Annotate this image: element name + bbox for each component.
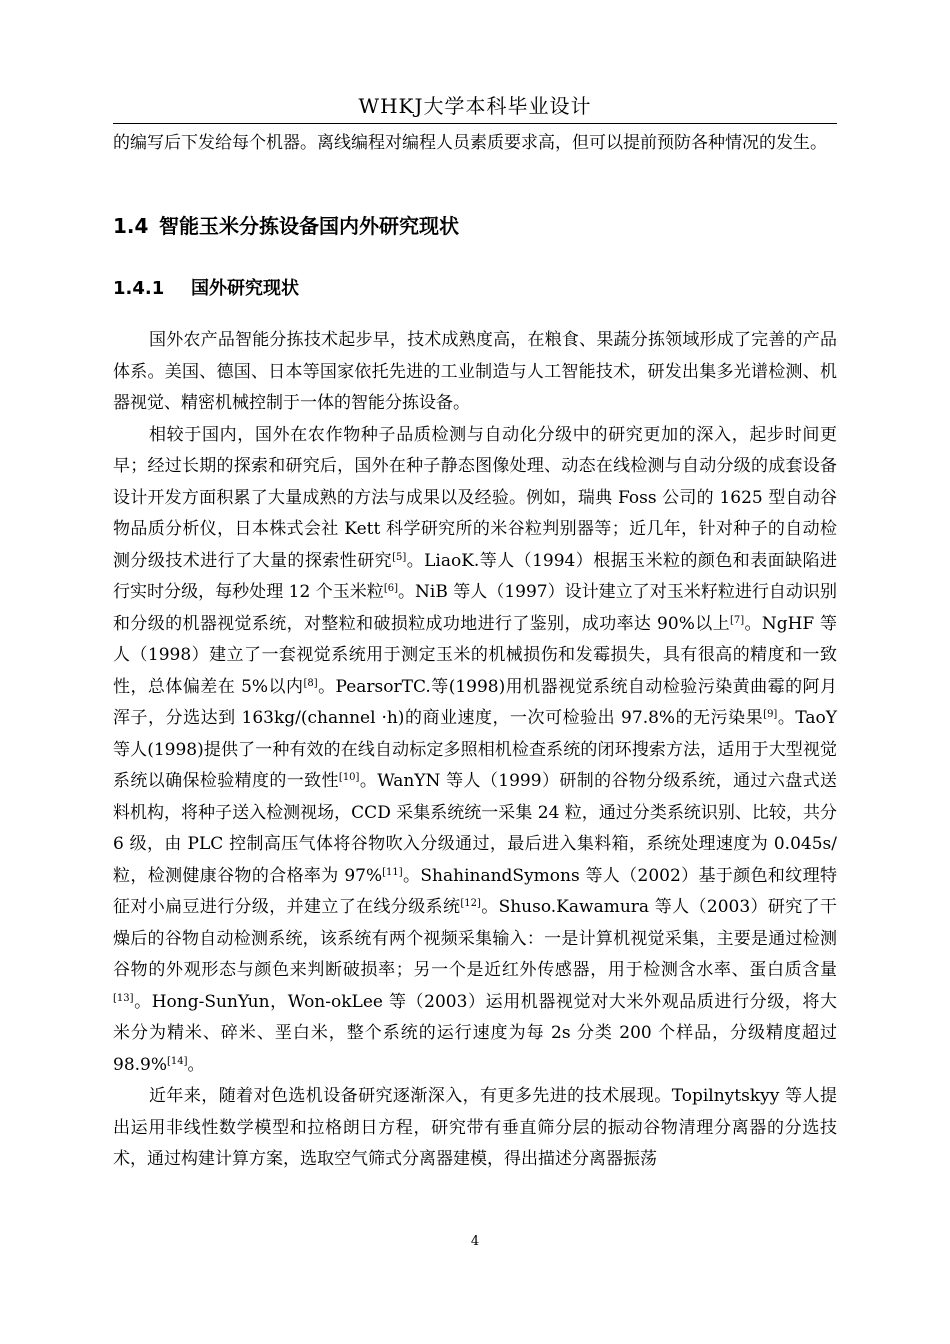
citation-ref: [14]: [167, 1055, 188, 1067]
p2-text-4: 。NgHF 等人（1998）建立了一套视觉系统用于测定玉米的机械损伤和发霉损失，具有很高的精度和一致性，总体偏差在 5%以内: [113, 613, 837, 697]
p2-text-9: 。Shuso.Kawamura 等人（2003）研究了干燥后的谷物自动检测系统，该系统有两个视频采集输入：一是计算机视觉采集，主要是通过检测谷物的外观形态与颜色来判断破损率；另一个是近红外传感器，用于检测含水率、蛋白质含量: [113, 897, 837, 980]
p2-text-6: 。TaoY 等人(1998)提供了一种有效的在线自动标定多照相机检查系统的闭环搜索方法，适用于大型视觉系统以确保检验精度的一致性: [113, 708, 837, 791]
paragraph-2: [113, 420, 837, 1082]
citation-ref: [10]: [338, 772, 360, 783]
body-paragraphs: [113, 325, 837, 1176]
citation-ref: [6]: [383, 583, 398, 594]
p2-text-8: 。ShahinandSymons 等人（2002）基于颜色和纹理特征对小扁豆进行分级，并建立了在线分级系统: [113, 865, 837, 917]
p2-text-3: 。NiB 等人（1997）设计建立了对玉米籽粒进行自动识别和分级的机器视觉系统，对整粒和破损粒成功地进行了鉴别，成功率达 90%以上: [113, 582, 837, 634]
subsection-number: 1.4.1: [113, 278, 165, 299]
section-number: 1.4: [113, 214, 149, 238]
section-title: 智能玉米分拣设备国内外研究现状: [159, 214, 459, 238]
citation-ref: [12]: [460, 898, 481, 909]
paragraph-1: 国外农产品智能分拣技术起步早，技术成熟度高，在粮食、果蔬分拣领域形成了完善的产品体系。美国、德国、日本等国家依托先进的工业制造与人工智能技术，研发出集多光谱检测、机器视觉、精密机械控制于一体的智能分拣设备。: [113, 330, 837, 413]
p2-text-10: 。Hong-SunYun，Won-okLee 等（2003）运用机器视觉对大米外观品质进行分级，将大米分为精米、碎米、垩白米，整个系统的运行速度为每 2s 分类 200 个样品，分级精度超过 98.9%: [113, 991, 837, 1075]
citation-ref: [8]: [303, 677, 318, 689]
page-header: WHKJ大学本科毕业设计: [358, 94, 592, 118]
subsection-title: 国外研究现状: [191, 278, 299, 299]
citation-ref: [5]: [392, 551, 407, 563]
header-rule: [113, 123, 837, 124]
citation-ref: [7]: [729, 614, 745, 626]
page-number: 4: [470, 1234, 480, 1249]
citation-ref: [9]: [763, 709, 778, 720]
p2-text-7: 。WanYN 等人（1999）研制的谷物分级系统，通过六盘式送料机构，将种子送入检测视场，CCD 采集系统统一采集 24 粒，通过分类系统识别、比较，共分 6 级，由 PLC 控制高压气体将谷物吹入分级通过，最后进入集料箱，系统处理速度为 0.045s/粒，检测健康谷物的合格率为 97%: [113, 771, 838, 886]
p2-text-11: 。: [187, 1054, 205, 1075]
continuation-paragraph: [113, 128, 837, 160]
section-heading: [113, 212, 459, 240]
citation-ref: [11]: [382, 866, 403, 878]
p2-text-2: 。LiaoK.等人（1994）根据玉米粒的颜色和表面缺陷进行实时分级，每秒处理 12 个玉米粒: [113, 550, 837, 602]
paragraph-3: 近年来，随着对色选机设备研究逐渐深入，有更多先进的技术展现。Topilnytskyy 等人提出运用非线性数学模型和拉格朗日方程，研究带有垂直筛分层的振动谷物清理分离器的分选技术，通过构建计算方案，选取空气筛式分离器建模，得出描述分离器振荡: [113, 1086, 837, 1169]
continuation-text: 的编写后下发给每个机器。离线编程对编程人员素质要求高，但可以提前预防各种情况的发生。: [113, 133, 827, 153]
citation-ref: [13]: [113, 992, 134, 1004]
p2-text-1: 相较于国内，国外在农作物种子品质检测与自动化分级中的研究更加的深入，起步时间更早；经过长期的探索和研究后，国外在种子静态图像处理、动态在线检测与自动分级的成套设备设计开发方面积累了大量成熟的方法与成果以及经验。例如，瑞典 Foss 公司的 1625 型自动谷物品质分析仪，日本株式会社 Kett 科学研究所的米谷粒判别器等；近几年，针对种子的自动检测分级技术进行了大量的探索性研究: [113, 424, 837, 571]
subsection-heading: [113, 276, 299, 302]
p2-text-5: 。PearsorTC.等(1998)用机器视觉系统自动检验污染黄曲霉的阿月浑子，分选达到 163kg/(channel ·h)的商业速度，一次可检验出 97.8%的无污染果: [113, 676, 837, 728]
